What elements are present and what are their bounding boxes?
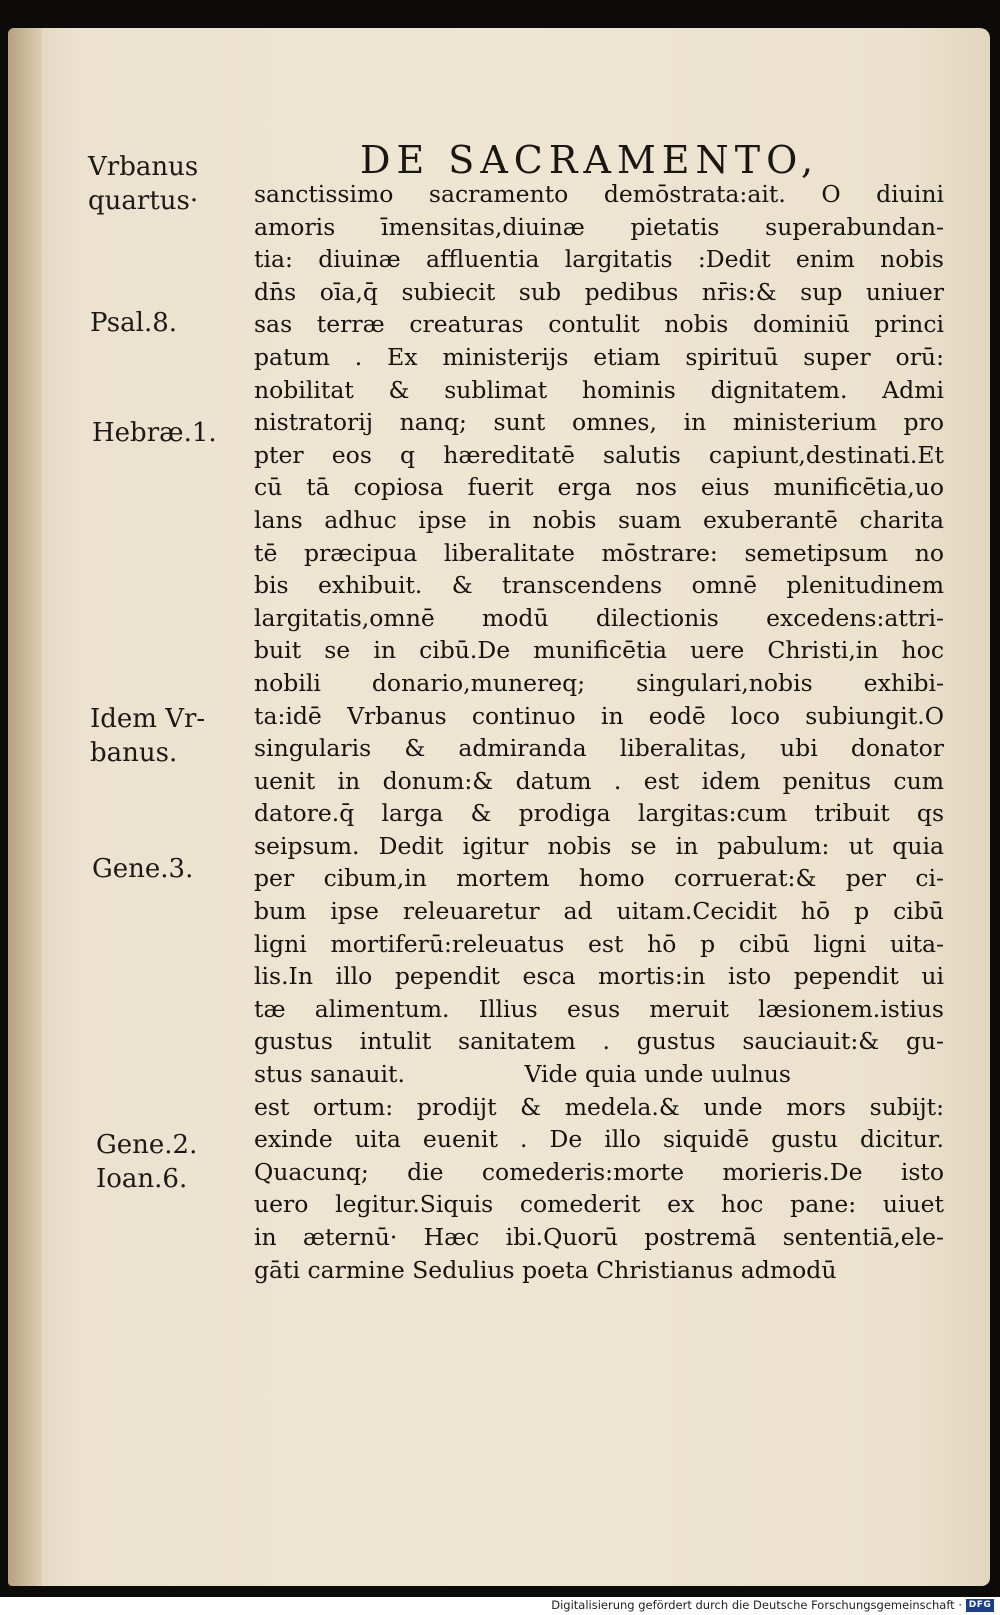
- text-line: gāti carmine Sedulius poeta Christianus admodū: [254, 1255, 837, 1284]
- text-line: uenit in donum:& datum . est idem penitus cum: [254, 766, 944, 795]
- text-line: buit se in cibū.De munificētia uere Christi,in hoc: [254, 636, 944, 665]
- text-line: lis.In illo pependit esca mortis:in isto pependit ui: [254, 962, 944, 991]
- text-line: exinde uita euenit . De illo siquidē gustu dicitur.: [254, 1125, 944, 1154]
- text-line: uero legitur.Siquis comederit ex hoc pane: uiuet: [254, 1190, 944, 1219]
- text-line: ligni mortiferū:releuatus est hō p cibū ligni uita-: [254, 929, 944, 958]
- text-line: nobili donario,munereq; singulari,nobis exhibi-: [254, 668, 944, 697]
- text-line: seipsum. Dedit igitur nobis se in pabulum: ut quia: [254, 831, 944, 860]
- text-line: sanctissimo sacramento demōstrata:ait. O diuini: [254, 180, 944, 208]
- text-line: dn̄s oīa,q̄ subiecit sub pedibus nr̄is:& sup uniuer: [254, 277, 944, 306]
- text-line: pter eos q hæreditatē salutis capiunt,destinati.Et: [254, 440, 944, 469]
- margin-note-hebr-1: Hebræ.1.: [92, 418, 217, 448]
- margin-note-line: banus.: [90, 738, 178, 768]
- text-line: largitatis,omnē modū dilectionis excedens:attri-: [254, 603, 944, 632]
- text-line: patum . Ex ministerijs etiam spirituū super orū:: [254, 342, 944, 371]
- text-line: amoris īmensitas,diuinæ pietatis superabundan-: [254, 212, 944, 241]
- margin-note-line: Idem Vr-: [90, 704, 206, 734]
- text-line: est ortum: prodijt & medela.& unde mors subijt:: [254, 1092, 944, 1121]
- margin-note-line: Gene.2.: [96, 1130, 198, 1160]
- text-line: tæ alimentum. Illius esus meruit læsionem.istius: [254, 994, 944, 1023]
- text-line: tē præcipua liberalitate mōstrare: semetipsum no: [254, 538, 944, 567]
- footer-credit: Digitalisierung gefördert durch die Deutsche Forschungsgemeinschaft ·: [551, 1598, 962, 1612]
- text-line: sas terræ creaturas contulit nobis dominiū princi: [254, 310, 944, 339]
- margin-note-gene-3: Gene.3.: [92, 854, 194, 884]
- margin-note-idem-urbanus: [90, 702, 205, 770]
- text-line: in æternū· Hæc ibi.Quorū postremā sententiā,ele-: [254, 1223, 944, 1251]
- text-line: lans adhuc ipse in nobis suam exuberantē charita: [254, 505, 944, 534]
- margin-note-line: Vrbanus: [88, 152, 199, 182]
- text-line: datore.q̄ larga & prodiga largitas:cum tribuit qs: [254, 799, 944, 828]
- text-line: bum ipse releuaretur ad uitam.Cecidit hō p cibū: [254, 897, 944, 926]
- body-text: [254, 178, 944, 1286]
- page-gutter-shadow: [8, 28, 42, 1586]
- text-line: Quacunq; die comederis:morte morieris.De isto: [254, 1157, 944, 1186]
- text-line: ta:idē Vrbanus continuo in eodē loco subiungit.O: [254, 701, 944, 730]
- text-line: cū tā copiosa fuerit erga nos eius munificētia,uo: [254, 473, 944, 502]
- text-line: nistratorij nanq; sunt omnes, in ministerium pro: [254, 408, 944, 437]
- text-line: stus sanauit. Vide quia unde uulnus: [254, 1060, 791, 1089]
- margin-note-line: Ioan.6.: [96, 1164, 188, 1194]
- margin-note-line: quartus·: [88, 186, 199, 216]
- text-line: singularis & admiranda liberalitas, ubi donator: [254, 734, 944, 763]
- dfg-logo: DFG: [966, 1599, 994, 1612]
- text-line: bis exhibuit. & transcendens omnē plenitudinem: [254, 571, 944, 600]
- text-line: gustus intulit sanitatem . gustus sauciauit:& gu-: [254, 1027, 944, 1056]
- margin-note-gene-2-ioan-6: [96, 1128, 197, 1196]
- text-line: per cibum,in mortem homo corruerat:& per ci-: [254, 864, 944, 893]
- margin-note-psal-8: Psal.8.: [90, 308, 178, 338]
- running-head: DE SACRAMENTO,: [360, 138, 820, 182]
- text-line: nobilitat & sublimat hominis dignitatem. Admi: [254, 375, 944, 404]
- text-line: tia: diuinæ affluentia largitatis :Dedit enim nobis: [254, 245, 944, 274]
- margin-note-urbanus-quartus: [88, 150, 198, 218]
